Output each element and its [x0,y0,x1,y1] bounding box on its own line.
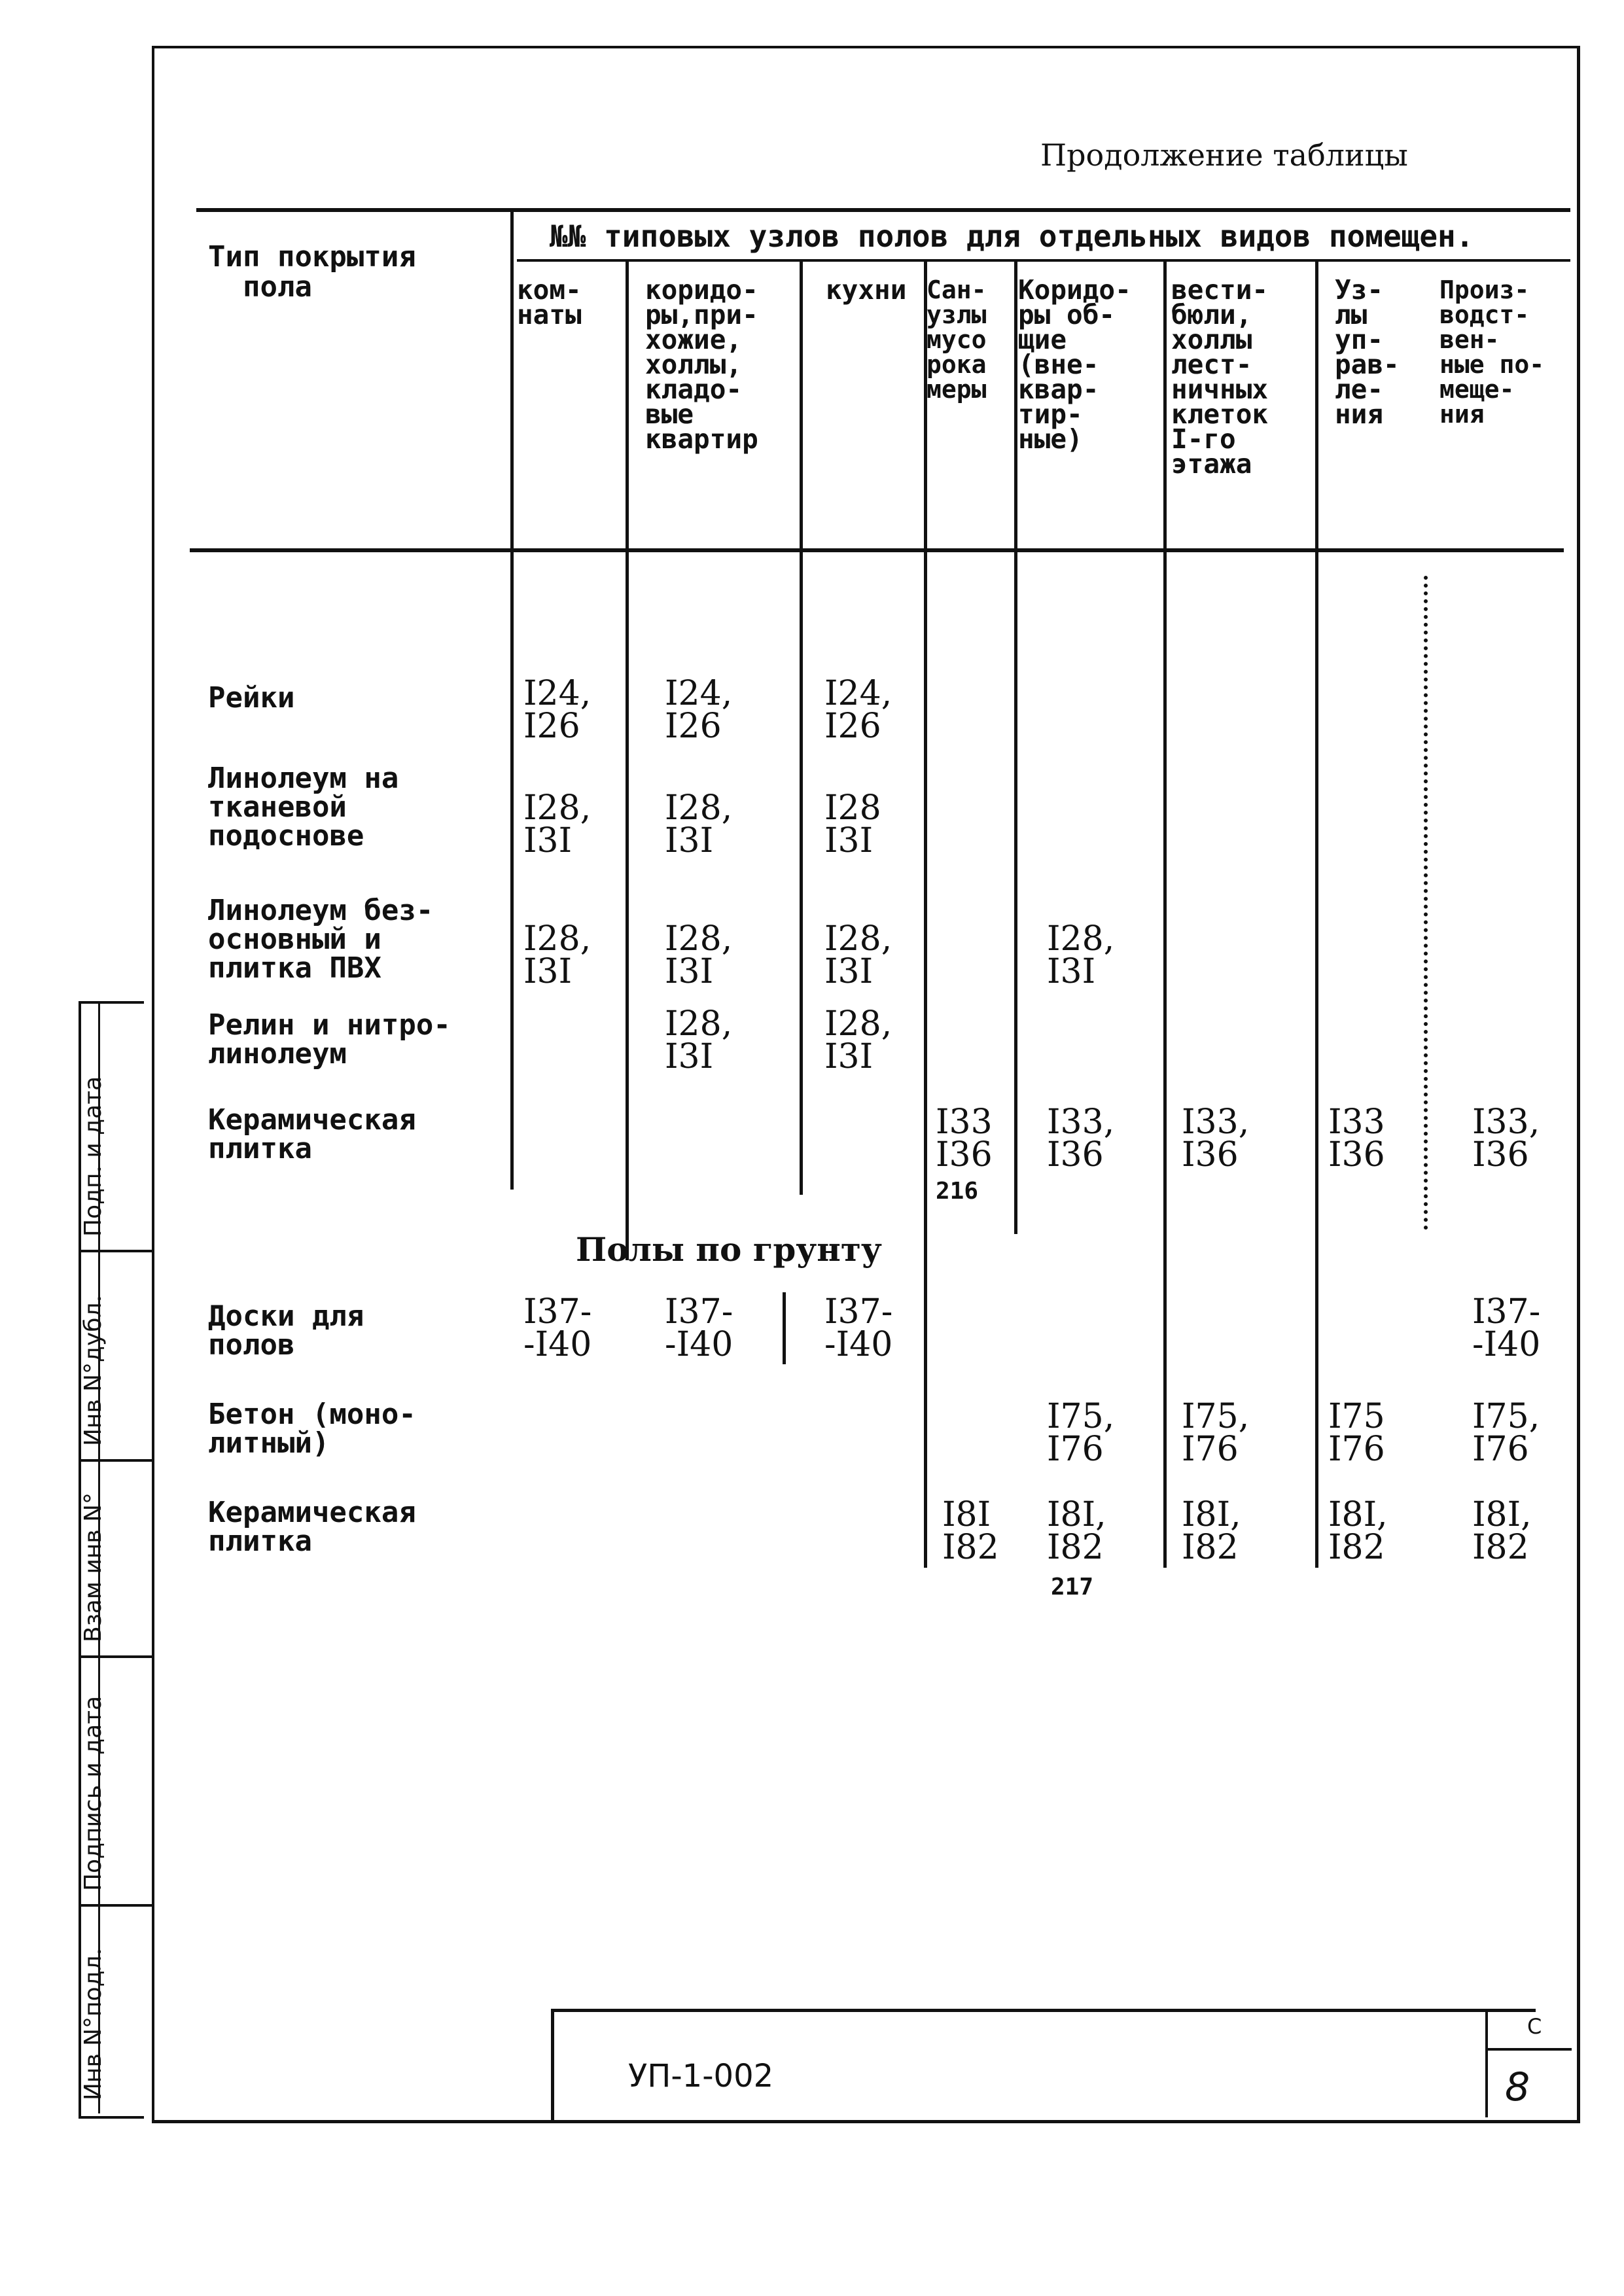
side-strip-rule-2 [79,1459,152,1462]
cell-slats-rooms: I24, I26 [523,674,591,746]
sheet-number: 8 [1505,2064,1530,2110]
cell-ceramic-sanitary: I33 I36 [936,1103,993,1174]
col-divider-6 [1163,259,1167,1568]
side-strip-signature-date: Подпись и дата [80,1695,107,1891]
side-strip-rule-1 [79,1250,152,1252]
row-name-linoleum-fabric: Линолеум на тканевой подоснове [208,762,399,853]
col-header-control-units: Уз- лы уп- рав- ле- ния [1335,274,1400,430]
col-header-corridors-apartment: коридо- ры,при- хожие, холлы, кладо- вые квартир [645,274,758,455]
cell-concrete-vestibules: I75, I76 [1182,1397,1250,1469]
cell-linoleum-fabric-corridors: I28, I3I [665,788,733,860]
row-name-linoleum-pvc: Линолеум без- основный и плитка ПВХ [208,894,434,985]
col-header-vestibules: вести- бюли, холлы лест- ничных клеток I-го этажа [1171,274,1269,480]
col-divider-4 [924,259,927,1568]
first-column-title: Тип покрытия пола [208,240,416,304]
cell-ceramic-production: I33, I36 [1472,1103,1540,1174]
cell-boards-rooms: I37- -I40 [523,1292,592,1364]
col-header-common-corridors: Коридо- ры об- щие (вне- квар- тир- ные) [1018,274,1131,455]
cell-relin-kitchens: I28, I3I [824,1004,892,1076]
cell-ground-ceramic-common-corridors: I8I, I82 [1047,1495,1106,1567]
cell-concrete-common-corridors: I75, I76 [1047,1397,1115,1469]
header-bottom-rule [190,548,1564,552]
group-title: №№ типовых узлов полов для отдельных видов помещен. [550,219,1474,254]
row-name-ground-ceramic-tile: Керамическая плитка [208,1496,416,1558]
col-header-kitchens: кухни [826,274,907,306]
sheet-label: С [1527,2014,1542,2039]
section-title-ground-floors: Полы по грунту [576,1230,882,1269]
cell-slats-corridors: I24, I26 [665,674,733,746]
document-code: УП-1-002 [628,2058,774,2094]
boards-divider-a [783,1292,786,1364]
col-divider-7 [1315,259,1318,1568]
cell-ceramic-control-units: I33 I36 [1328,1103,1385,1174]
col-header-rooms: ком- наты [517,274,582,330]
col-divider-1 [510,208,514,1190]
cell-concrete-control-units: I75 I76 [1328,1397,1385,1469]
side-strip-inv-dubl: Инв N°дубл. [80,1295,107,1446]
row-name-floor-boards: Доски для полов [208,1299,364,1362]
group-title-rule [517,259,1570,262]
cell-linoleum-pvc-corridors: I28, I3I [665,919,733,991]
cell-ground-ceramic-control-units: I8I, I82 [1328,1495,1388,1567]
cell-ground-ceramic-sanitary: I8I I82 [942,1495,999,1567]
col-divider-5 [1014,259,1017,1234]
col-divider-2 [626,259,629,1260]
col-divider-3 [800,259,803,1195]
row-name-concrete: Бетон (моно- литный) [208,1398,416,1460]
note-217: 217 [1051,1574,1094,1600]
row-name-relin-nitrolinoleum: Релин и нитро- линолеум [208,1008,451,1070]
table-top-rule [196,208,1570,212]
cell-slats-kitchens: I24, I26 [824,674,892,746]
col-header-sanitary: Сан- узлы мусо рока меры [927,275,987,404]
cell-linoleum-pvc-kitchens: I28, I3I [824,919,892,991]
cell-linoleum-pvc-rooms: I28, I3I [523,919,591,991]
side-strip-rule-3 [79,1655,152,1658]
side-strip-replace-inv: Взам инв N° [80,1492,107,1642]
cell-ceramic-common-corridors: I33, I36 [1047,1103,1115,1174]
table-continuation-heading: Продолжение таблицы [1040,137,1408,173]
row-name-slats: Рейки [208,681,295,715]
cell-ground-ceramic-production: I8I, I82 [1472,1495,1532,1567]
side-strip-sign-date-2: Подп. и дата [80,1076,107,1237]
row-name-ceramic-tile: Керамическая плитка [208,1103,416,1165]
note-216: 216 [936,1178,979,1205]
cell-linoleum-fabric-rooms: I28, I3I [523,788,591,860]
cell-linoleum-pvc-common-corridors: I28, I3I [1047,919,1115,991]
cell-boards-production: I37- -I40 [1472,1292,1541,1364]
cell-boards-corridors: I37- -I40 [665,1292,733,1364]
side-strip-rule-4 [79,1904,152,1907]
side-strip-inv-podl: Инв N°подл. [80,1948,107,2100]
cell-linoleum-fabric-kitchens: I28 I3I [824,788,881,860]
sheet-box-rule [1485,2048,1572,2051]
col-divider-8-dotted [1424,576,1428,1230]
cell-boards-kitchens: I37- -I40 [824,1292,893,1364]
cell-ceramic-vestibules: I33, I36 [1182,1103,1250,1174]
cell-relin-corridors: I28, I3I [665,1004,733,1076]
col-header-production: Произ- водст- вен- ные по- меще- ния [1439,275,1545,429]
cell-concrete-production: I75, I76 [1472,1397,1540,1469]
cell-ground-ceramic-vestibules: I8I, I82 [1182,1495,1241,1567]
